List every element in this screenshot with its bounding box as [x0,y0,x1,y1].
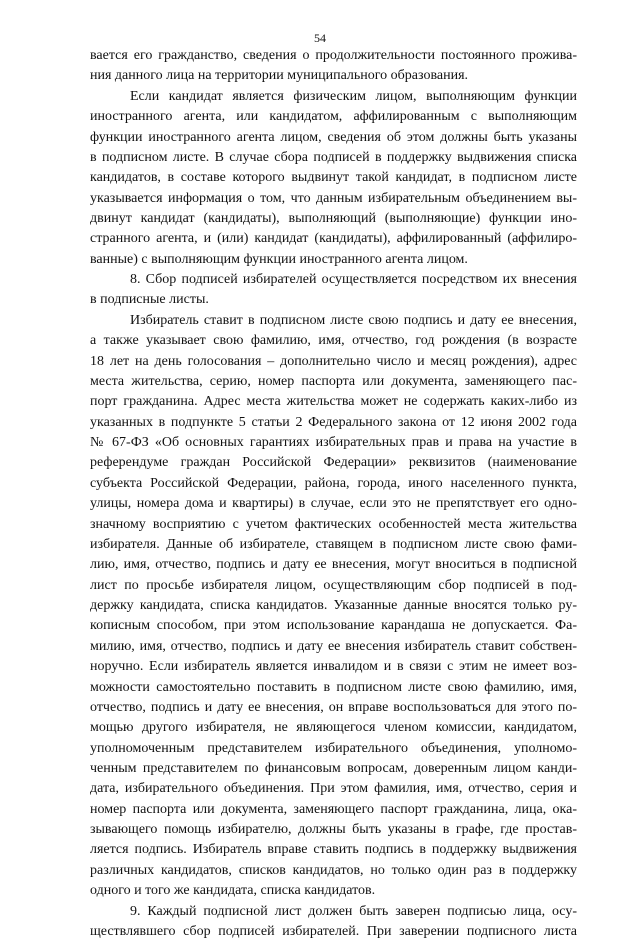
page-number: 54 [314,31,326,45]
text-line: субъекта Российской Федерации, района, города, иного населенного пункта, [90,475,577,491]
text-line: № 67-ФЗ «Об основных гарантиях избирательных прав и права на участие в [90,435,577,450]
text-line: номер паспорта или документа, заменяющего паспорт гражданина, лица, ока- [90,801,577,817]
text-line: 9. Каждый подписной лист должен быть заверен подписью лица, осу- [130,903,577,919]
text-line: 8. Сбор подписей избирателей осуществляется посредством их внесения [130,272,577,288]
text-line: одного и того же кандидата, списка кандидатов. [90,883,376,899]
text-line: избирателя. Данные об избирателе, ставящем в подписном листе свою фами- [90,536,577,552]
text-line: различных кандидатов, списков кандидатов, но только один раз в поддержку [90,862,577,878]
text-line: зывающего помощь избирателю, должны быть указаны в графе, где простав- [90,822,577,838]
text-line: значному восприятию с учетом фактических особенностей места жительства [90,516,577,532]
text-line: указанных в подпункте 5 статьи 2 Федерального закона от 12 июня 2002 года [90,414,577,430]
text-line: референдуме граждан Российской Федерации» реквизитов (наименование [90,455,577,471]
text-line: мощью другого избирателя, не являющегося членом комиссии, кандидатом, [90,720,577,736]
text-line: 18 лет на день голосования – дополнительно число и месяц рождения), адрес [90,353,577,369]
text-line: норучно. Если избиратель является инвалидом и в связи с этим не имеет воз- [90,659,577,675]
text-line: держку кандидата, списка кандидатов. Указанные данные вносятся только ру- [90,598,577,613]
text-line: милию, имя, отчество, подпись и дату ее внесения избиратель ставит собствен- [90,638,577,654]
text-line: в подписные листы. [90,292,209,308]
text-line: можности самостоятельно поставить в подписном листе свою фамилию, имя, [90,679,577,695]
text-line: иностранного агента, или кандидатом, аффилированным с выполняющим [90,109,577,125]
text-line: кописным способом, при этом использование карандаша не допускается. Фа- [90,618,577,634]
text-line: вается его гражданство, сведения о продолжительности постоянного прожива- [90,48,577,63]
text-line: указывается информация о том, что данным избирательным объединением вы- [90,190,577,206]
text-line: ния данного лица на территории муниципального образования. [90,68,469,84]
text-line: ченным представителем по финансовым вопросам, доверенным лицом канди- [90,761,577,776]
text-line: порт гражданина. Адрес места жительства может не содержать каких-либо из [90,394,577,410]
text-line: странного агента, и (или) кандидат (кандидаты), аффилированный (аффилиро- [90,231,577,247]
text-line: ванные) с выполняющим функции иностранного агента лицом. [90,251,468,267]
text-line: Избиратель ставит в подписном листе свою подпись и дату ее внесения, [130,312,577,328]
text-line: Если кандидат является физическим лицом, выполняющим функции [130,88,577,104]
text-line: лию, имя, отчество, подпись и дату ее внесения, могут вноситься в подписной [90,557,577,573]
text-line: кандидатов, в составе которого выдвинут такой кандидат, в подписном листе [90,170,577,186]
text-line: места жительства, серию, номер паспорта или документа, заменяющего пас- [90,373,577,389]
text-line: ществлявшего сбор подписей избирателей. При заверении подписного листа [90,923,577,939]
text-line: в подписном листе. В случае сбора подписей в поддержку выдвижения списка [90,149,577,165]
text-line: ляется подпись. Избиратель вправе ставить подпись в поддержку выдвижения [90,842,577,858]
text-line: дата, избирательного объединения. При этом фамилия, имя, отчество, серия и [90,781,577,797]
text-line: уполномоченным представителем избирательного объединения, уполномо- [90,740,577,756]
text-line: улицы, номера дома и квартиры) в случае, если это не препятствует его одно- [90,496,577,512]
text-line: лист по просьбе избирателя лицом, осуществляющим сбор подписей в под- [90,577,577,593]
text-line: а также указывает свою фамилию, имя, отчество, год рождения (в возрасте [90,333,577,349]
text-line: двинут кандидат (кандидаты), выполняющий (выполняющие) функции ино- [90,211,577,226]
text-line: функции иностранного агента лицом, сведения об этом должны быть указаны [90,129,577,145]
text-line: отчество, подпись и дату ее внесения, он вправе воспользоваться для этого по- [90,699,577,715]
